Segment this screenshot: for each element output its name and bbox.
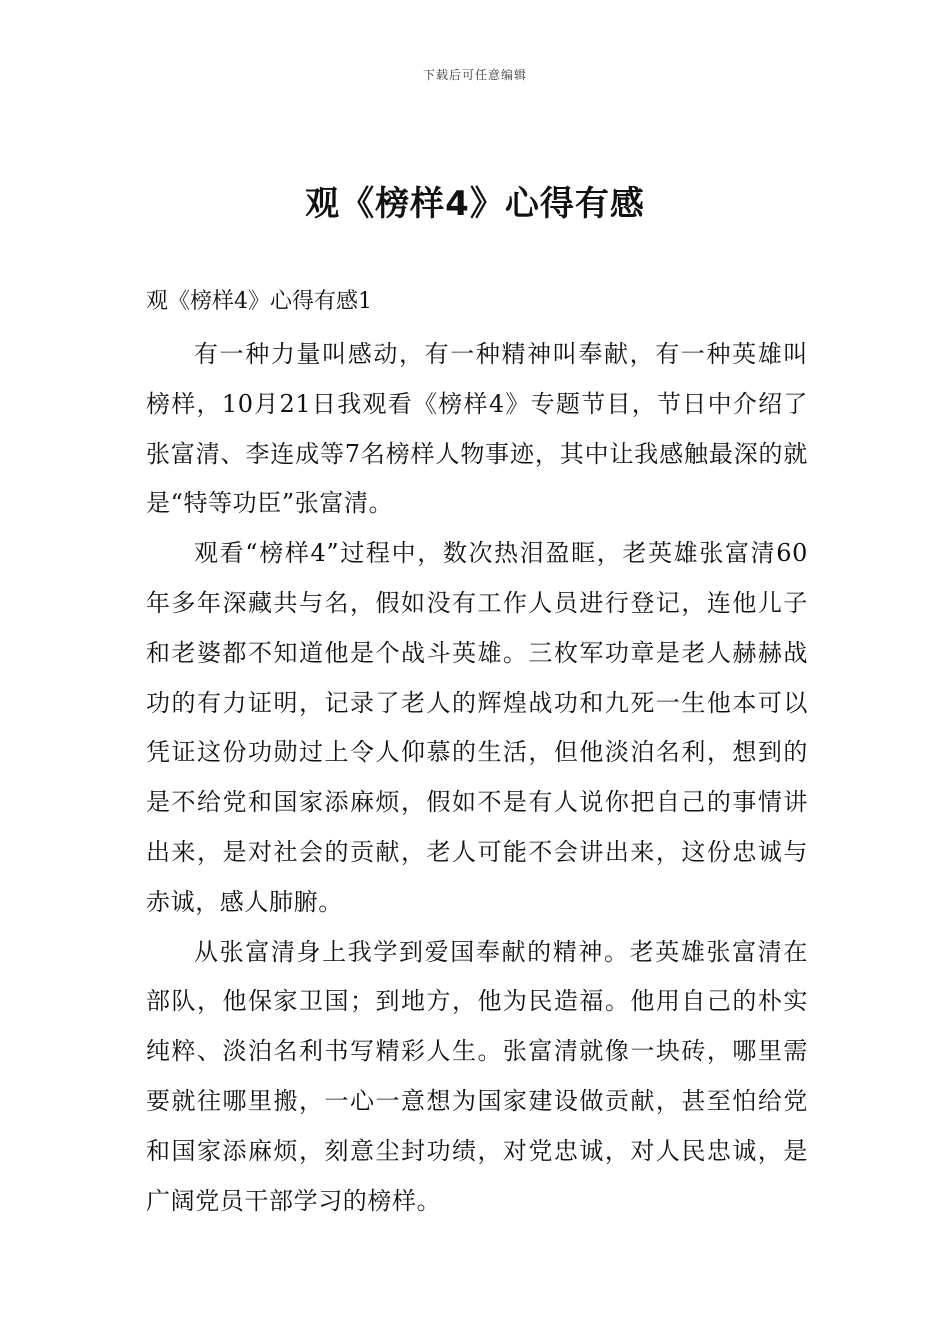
paragraph-2: 观看“榜样4”过程中，数次热泪盈眶，老英雄张富清60年多年深藏共与名，假如没有工作人员进行登记，连他儿子和老婆都不知道他是个战斗英雄。三枚军功章是老人赫赫战功的有力证明，记录了老人的辉煌战功和九死一生他本可以凭证这份功勋过上令人仰慕的生活，但他淡泊名利，想到的是不给党和国家添麻烦，假如不是有人说你把自己的事情讲出来，是对社会的贡献，老人可能不会讲出来，这份忠诚与赤诚，感人肺腑。 — [146, 539, 808, 916]
paragraph-1: 有一种力量叫感动，有一种精神叫奉献，有一种英雄叫榜样，10月21日我观看《榜样4》专题节目，节日中介绍了张富清、李连成等7名榜样人物事迹，其中让我感触最深的就是“特等功臣”张富清。 — [146, 340, 808, 518]
paragraph-3: 从张富清身上我学到爱国奉献的精神。老英雄张富清在部队，他保家卫国；到地方，他为民造福。他用自己的朴实纯粹、淡泊名利书写精彩人生。张富清就像一块砖，哪里需要就往哪里搬，一心一意想为国家建设做贡献，甚至怕给党和国家添麻烦，刻意尘封功绩，对党忠诚，对人民忠诚，是广阔党员干部学习的榜样。 — [146, 937, 808, 1215]
section-subtitle: 观《榜样4》心得有感1 — [146, 289, 372, 314]
header-note: 下载后可任意编辑 — [422, 68, 527, 82]
document-title: 观《榜样4》心得有感 — [305, 184, 645, 224]
document-body — [146, 330, 808, 1226]
